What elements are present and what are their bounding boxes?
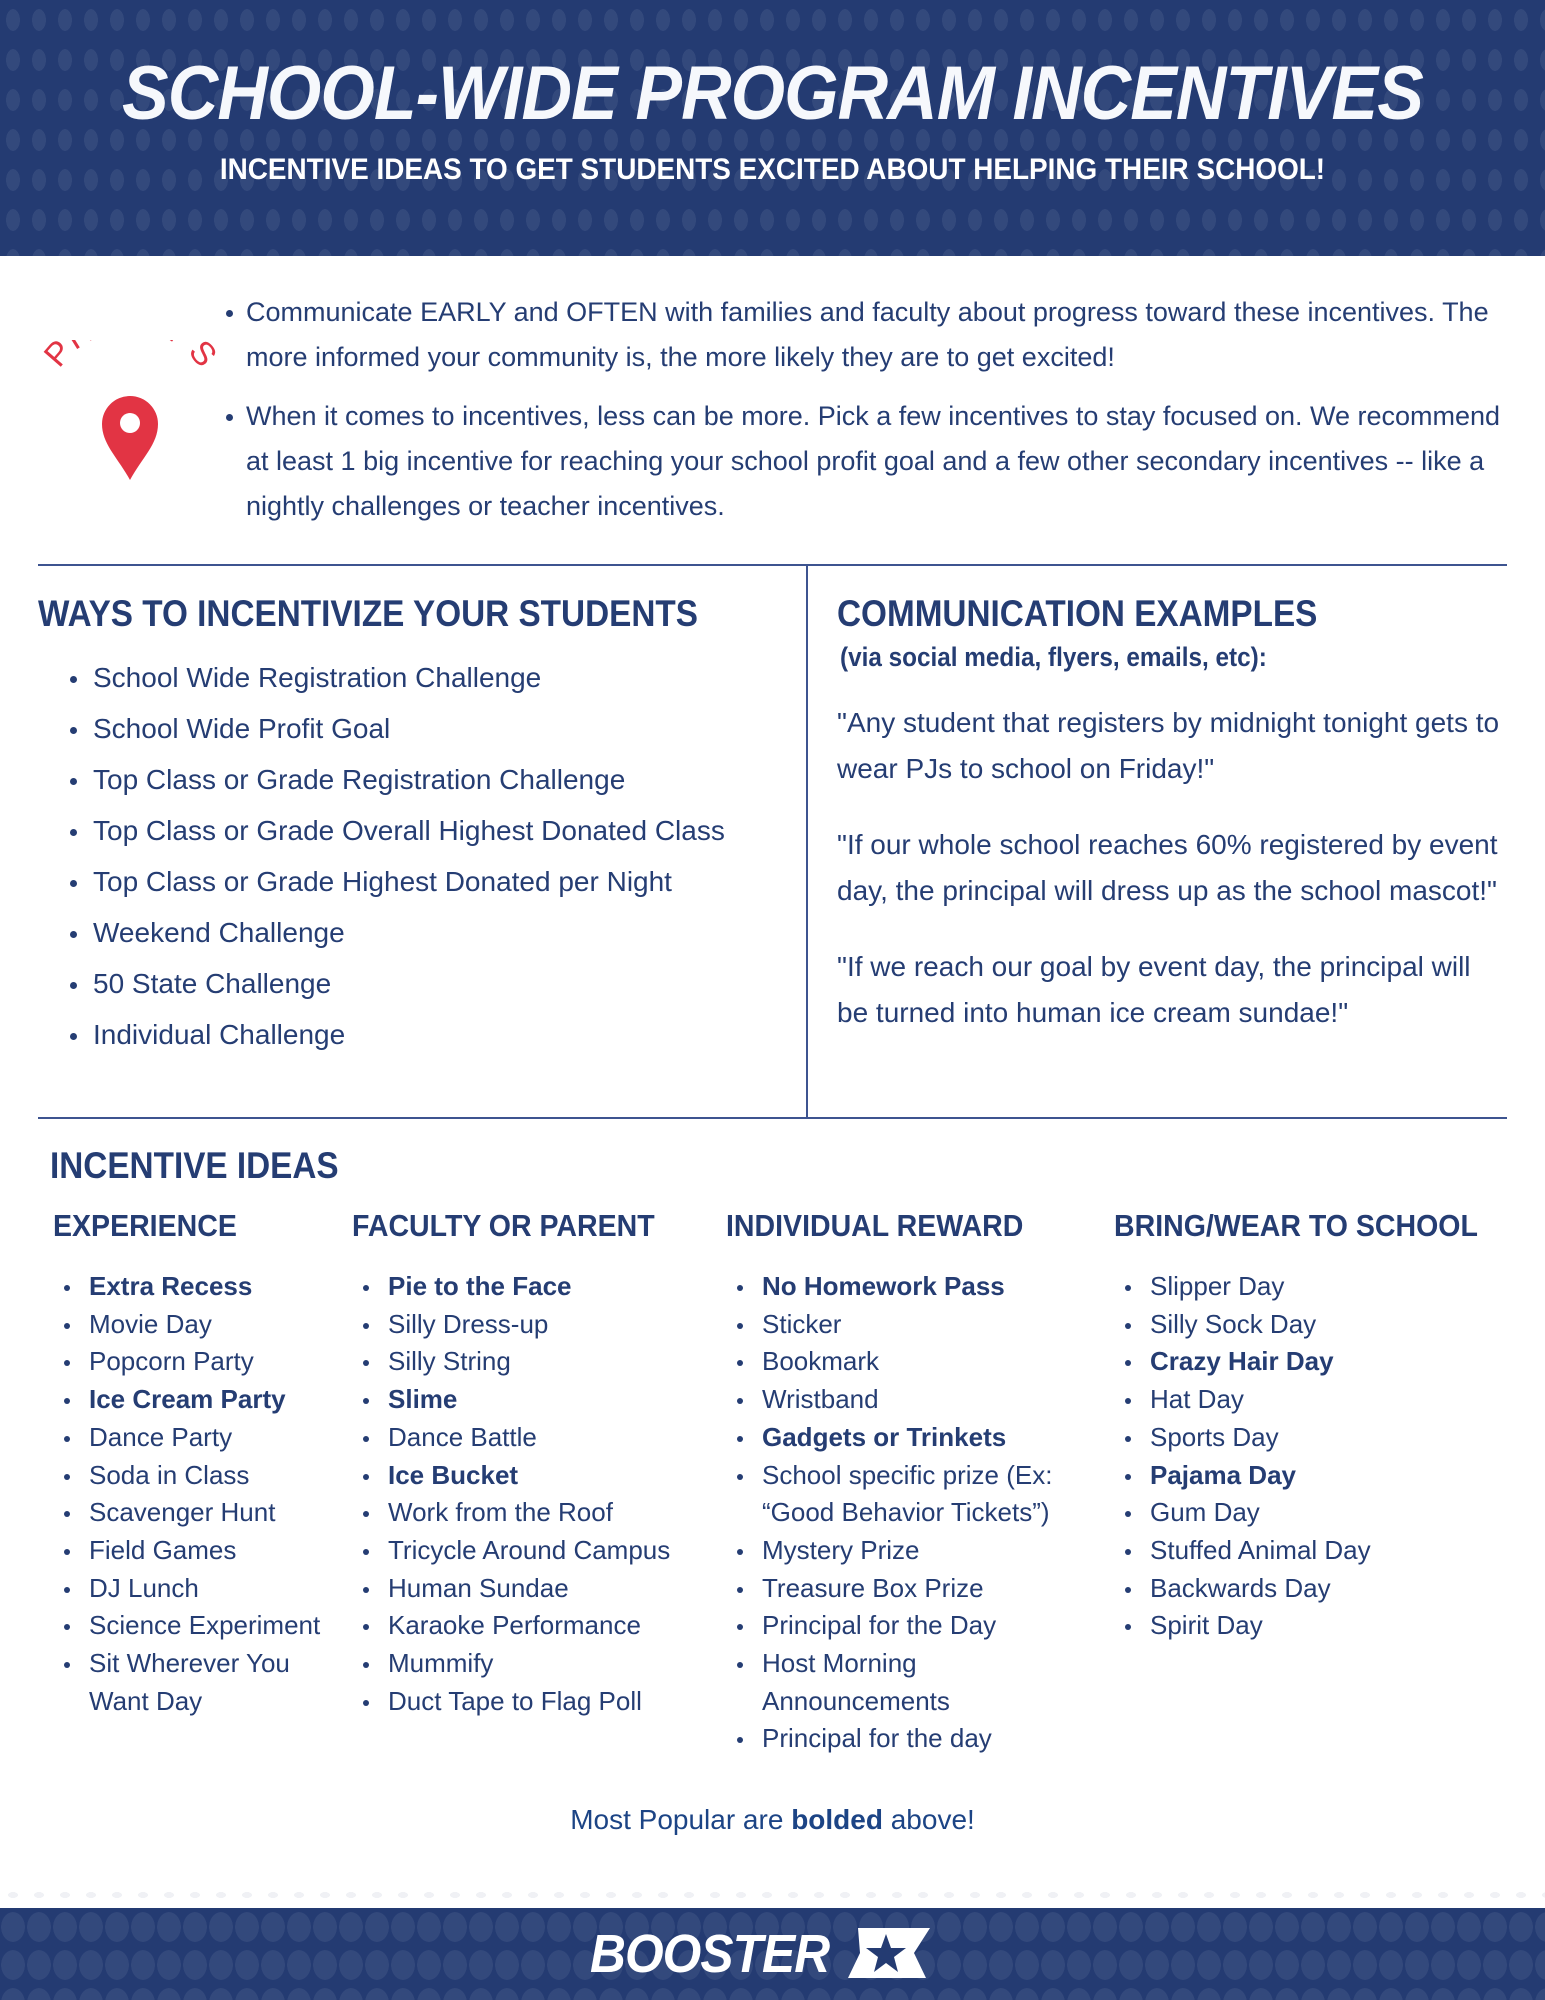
pro-tips-label-path: P S bbox=[38, 340, 226, 375]
communication-quote: "If our whole school reaches 60% registered by event day, the principal will dress up as the school mascot!" bbox=[837, 829, 1498, 906]
pro-tip-item: When it comes to incentives, less can be more. Pick a few incentives to stay focused on. We recommend at least 1 big incentive for reaching your school profit goal and a few other secondary incentives -- like a nightly challenges or teacher incentives. bbox=[226, 394, 1526, 529]
ideas-list bbox=[1114, 1268, 1534, 1645]
idea-item: Gum Day bbox=[1114, 1494, 1534, 1532]
idea-item: Tricycle Around Campus bbox=[352, 1532, 712, 1570]
idea-item: Pajama Day bbox=[1114, 1457, 1534, 1495]
ideas-list bbox=[53, 1268, 323, 1720]
footer-dots bbox=[0, 1890, 1545, 1900]
ways-list bbox=[65, 652, 725, 1060]
ideas-list bbox=[726, 1268, 1096, 1758]
pro-tips-graphic bbox=[38, 340, 228, 490]
ideas-column-bring-wear bbox=[1114, 1206, 1534, 1645]
idea-item: Dance Battle bbox=[352, 1419, 712, 1457]
idea-item: No Homework Pass bbox=[726, 1268, 1096, 1306]
ways-item: School Wide Profit Goal bbox=[65, 703, 725, 754]
divider-vertical bbox=[806, 565, 808, 1118]
idea-item: Silly Sock Day bbox=[1114, 1306, 1534, 1344]
communication-heading: COMMUNICATION EXAMPLES bbox=[837, 593, 1318, 634]
ways-item: Top Class or Grade Registration Challenge bbox=[65, 754, 725, 805]
idea-item: Extra Recess bbox=[53, 1268, 323, 1306]
star-icon bbox=[848, 1928, 930, 1978]
ways-item: Top Class or Grade Overall Highest Donated Class bbox=[65, 805, 725, 856]
idea-item: Spirit Day bbox=[1114, 1607, 1534, 1645]
ways-heading: WAYS TO INCENTIVIZE YOUR STUDENTS bbox=[38, 593, 698, 634]
idea-item: Sports Day bbox=[1114, 1419, 1534, 1457]
footnote-bold: bolded bbox=[791, 1804, 883, 1835]
idea-item: Wristband bbox=[726, 1381, 1096, 1419]
idea-item: Soda in Class bbox=[53, 1457, 323, 1495]
pro-tips-badge bbox=[38, 340, 228, 490]
communication-examples bbox=[837, 700, 1507, 1066]
footnote-text-end: above! bbox=[882, 1804, 975, 1835]
idea-item: Bookmark bbox=[726, 1343, 1096, 1381]
idea-item: Gadgets or Trinkets bbox=[726, 1419, 1096, 1457]
idea-item: Movie Day bbox=[53, 1306, 323, 1344]
idea-item: Crazy Hair Day bbox=[1114, 1343, 1534, 1381]
map-pin-icon bbox=[102, 396, 158, 480]
idea-item: Pie to the Face bbox=[352, 1268, 712, 1306]
idea-item: Principal for the day bbox=[726, 1720, 1096, 1758]
idea-item: Treasure Box Prize bbox=[726, 1570, 1096, 1608]
pro-tips-list bbox=[226, 290, 1526, 543]
ideas-column-experience bbox=[53, 1206, 323, 1720]
idea-item: Mummify bbox=[352, 1645, 712, 1683]
divider-bottom bbox=[38, 1117, 1507, 1119]
communication-quote: "Any student that registers by midnight tonight gets to wear PJs to school on Friday!" bbox=[837, 707, 1500, 784]
ideas-column-title: FACULTY OR PARENT bbox=[352, 1208, 655, 1243]
idea-item: Scavenger Hunt bbox=[53, 1494, 323, 1532]
ideas-heading: INCENTIVE IDEAS bbox=[50, 1145, 339, 1186]
idea-item: Slipper Day bbox=[1114, 1268, 1534, 1306]
pro-tips-label bbox=[38, 340, 226, 375]
ideas-column-title: EXPERIENCE bbox=[53, 1208, 237, 1243]
idea-item: Science Experiment bbox=[53, 1607, 323, 1645]
idea-item: Slime bbox=[352, 1381, 712, 1419]
ideas-column-title: BRING/WEAR TO SCHOOL bbox=[1114, 1208, 1478, 1243]
popular-footnote bbox=[0, 1800, 1545, 1840]
page-title: SCHOOL-WIDE PROGRAM INCENTIVES bbox=[122, 51, 1423, 136]
idea-item: Backwards Day bbox=[1114, 1570, 1534, 1608]
idea-item: Work from the Roof bbox=[352, 1494, 712, 1532]
footnote-text: Most Popular are bbox=[570, 1804, 792, 1835]
ideas-column-title: INDIVIDUAL REWARD bbox=[726, 1208, 1024, 1243]
pro-tip-item: Communicate EARLY and OFTEN with families and faculty about progress toward these incentives. The more informed your community is, the more likely they are to get excited! bbox=[226, 290, 1526, 380]
idea-item: Human Sundae bbox=[352, 1570, 712, 1608]
ideas-list bbox=[352, 1268, 712, 1720]
idea-item: Dance Party bbox=[53, 1419, 323, 1457]
idea-item: Principal for the Day bbox=[726, 1607, 1096, 1645]
communication-subheading: (via social media, flyers, emails, etc): bbox=[840, 642, 1267, 672]
ways-item: 50 State Challenge bbox=[65, 958, 725, 1009]
idea-item: Silly String bbox=[352, 1343, 712, 1381]
ideas-column-individual bbox=[726, 1206, 1096, 1758]
header-banner bbox=[0, 0, 1545, 256]
idea-item: Popcorn Party bbox=[53, 1343, 323, 1381]
logo-text: BOOSTER bbox=[590, 1924, 830, 1984]
idea-item: Field Games bbox=[53, 1532, 323, 1570]
idea-item: Sticker bbox=[726, 1306, 1096, 1344]
idea-item: Ice Bucket bbox=[352, 1457, 712, 1495]
idea-item: Ice Cream Party bbox=[53, 1381, 323, 1419]
idea-item: School specific prize (Ex: “Good Behavior Tickets”) bbox=[726, 1457, 1096, 1532]
ways-item: Top Class or Grade Highest Donated per Night bbox=[65, 856, 725, 907]
idea-item: Silly Dress-up bbox=[352, 1306, 712, 1344]
idea-item: Stuffed Animal Day bbox=[1114, 1532, 1534, 1570]
idea-item: Host Morning Announcements bbox=[726, 1645, 1096, 1720]
divider-top bbox=[38, 564, 1507, 566]
communication-quote: "If we reach our goal by event day, the principal will be turned into human ice cream sundae!" bbox=[837, 951, 1471, 1028]
idea-item: Mystery Prize bbox=[726, 1532, 1096, 1570]
ways-item: Weekend Challenge bbox=[65, 907, 725, 958]
idea-item: Duct Tape to Flag Poll bbox=[352, 1683, 712, 1721]
ways-item: School Wide Registration Challenge bbox=[65, 652, 725, 703]
ways-item: Individual Challenge bbox=[65, 1009, 725, 1060]
idea-item: Sit Wherever You Want Day bbox=[53, 1645, 323, 1720]
page-subtitle: INCENTIVE IDEAS TO GET STUDENTS EXCITED ABOUT HELPING THEIR SCHOOL! bbox=[219, 153, 1326, 186]
idea-item: DJ Lunch bbox=[53, 1570, 323, 1608]
ideas-column-faculty bbox=[352, 1206, 712, 1720]
booster-logo bbox=[590, 1920, 930, 1990]
idea-item: Hat Day bbox=[1114, 1381, 1534, 1419]
idea-item: Karaoke Performance bbox=[352, 1607, 712, 1645]
